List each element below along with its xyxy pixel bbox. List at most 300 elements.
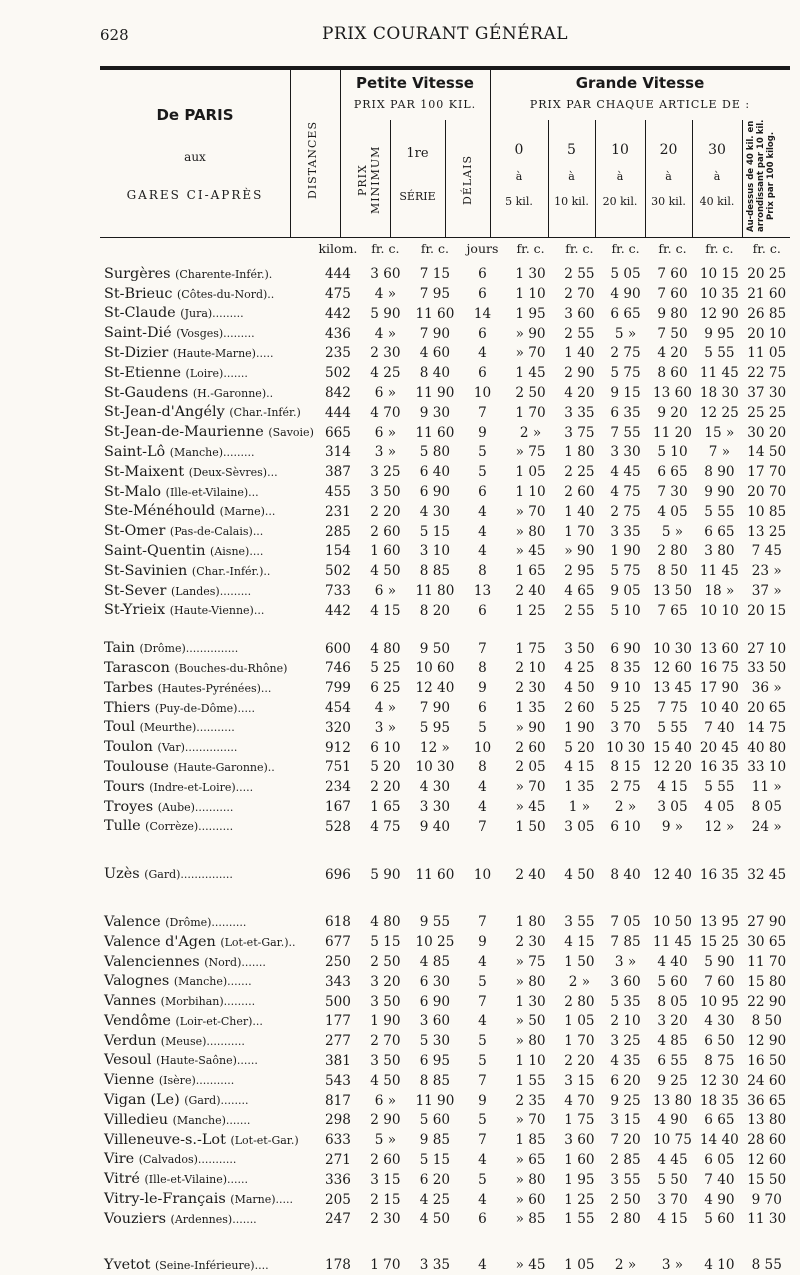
rate-cell: 28 60 — [747, 1132, 787, 1149]
rate-cell: 4 90 — [610, 286, 641, 303]
station-dept: (Char.-Infér.) — [229, 406, 301, 420]
rate-cell: » 70 — [515, 503, 546, 520]
rate-cell: 4 — [478, 1191, 487, 1208]
table-row — [100, 582, 790, 602]
rate-cell: » 65 — [515, 1151, 546, 1168]
rate-cell: 6 65 — [610, 305, 641, 322]
station-town: Tarbes — [104, 679, 154, 696]
rate-cell: 3 55 — [564, 914, 595, 931]
rate-cell: 8 05 — [751, 799, 782, 816]
rate-cell: 6 20 — [419, 1171, 451, 1188]
rate-cell: 3 75 — [564, 424, 595, 441]
rate-cell: 9 80 — [657, 305, 688, 322]
table-row — [100, 992, 790, 1012]
station-name — [100, 933, 314, 953]
station-town: Toulon — [104, 739, 153, 756]
rate-cell: 12 90 — [747, 1033, 787, 1050]
rate-cell: 298 — [324, 1112, 351, 1129]
station-name — [100, 778, 314, 798]
station-dept: (Deux-Sèvres)... — [188, 465, 278, 479]
rate-cell: 10 40 — [699, 700, 739, 717]
station-town: Vitré — [104, 1171, 140, 1188]
rate-cell: 4 25 — [564, 660, 595, 677]
station-name — [100, 1256, 314, 1275]
unit-cell: fr. c. — [705, 241, 734, 256]
rate-cell: 746 — [324, 660, 351, 677]
rate-cell: 842 — [324, 385, 351, 402]
rate-cell: 2 75 — [610, 345, 641, 362]
range-4-a: à — [713, 170, 721, 183]
rate-cell: 4 85 — [657, 1033, 688, 1050]
rate-cell: 3 » — [374, 719, 397, 736]
rate-cell: 4 — [478, 523, 487, 540]
rate-cell: 5 15 — [419, 523, 451, 540]
rate-cell: 4 15 — [370, 602, 401, 619]
rate-cell: 10 25 — [415, 934, 455, 951]
rate-cell: 9 20 — [657, 404, 688, 421]
table-row — [100, 953, 790, 973]
rate-cell: 13 45 — [653, 680, 692, 697]
station-town: Saint-Lô — [104, 443, 166, 460]
rate-cell: 1 35 — [564, 779, 595, 796]
rate-cell: 10 — [473, 866, 492, 883]
station-dept: (Ille-et-Vilaine)...... — [144, 1173, 248, 1187]
rate-cell: 1 80 — [515, 914, 546, 931]
rate-cell: 36 » — [751, 680, 782, 697]
rate-cell: 4 70 — [370, 404, 401, 421]
station-dept: (Bouches-du-Rhône) — [174, 661, 288, 675]
rate-cell: 11 60 — [415, 866, 455, 883]
rate-cell: 3 15 — [610, 1112, 641, 1129]
rate-cell: 2 70 — [564, 286, 595, 303]
rate-cell: 817 — [324, 1092, 351, 1109]
rate-cell: 11 45 — [699, 563, 739, 580]
station-town: Valence d'Agen — [104, 933, 216, 950]
rate-cell: 4 — [478, 543, 487, 560]
table-row — [100, 1131, 790, 1151]
rate-cell: 1 90 — [564, 719, 595, 736]
rate-cell: 7 40 — [704, 719, 735, 736]
station-name — [100, 582, 314, 602]
station-name — [100, 542, 314, 562]
rate-cell: 7 95 — [419, 286, 451, 303]
range-2-to: 20 kil. — [602, 195, 638, 208]
rate-cell: 7 — [478, 914, 487, 931]
rate-cell: 4 — [478, 503, 487, 520]
table-row — [100, 1210, 790, 1230]
station-town: Valognes — [104, 973, 170, 990]
station-name — [100, 679, 314, 699]
station-town: Vitry-le-Français — [104, 1191, 226, 1208]
rate-cell: 13 25 — [747, 523, 787, 540]
table-row — [100, 913, 790, 933]
rate-cell: 618 — [324, 914, 351, 931]
rate-cell: 13 — [473, 583, 492, 600]
unit-cell: fr. c. — [420, 241, 449, 256]
rate-cell: 5 90 — [370, 305, 401, 322]
table-row — [100, 463, 790, 483]
rate-cell: 16 35 — [699, 759, 739, 776]
rate-cell: 1 10 — [515, 484, 546, 501]
rate-cell: 4 50 — [564, 680, 595, 697]
table-row — [100, 798, 790, 818]
station-name — [100, 1051, 314, 1071]
rate-cell: 1 70 — [564, 1033, 595, 1050]
station-name — [100, 344, 314, 364]
rate-cell: 6 10 — [610, 818, 641, 835]
rate-cell: 2 60 — [515, 739, 546, 756]
rate-cell: 314 — [324, 444, 351, 461]
station-dept: (Loir-et-Cher)... — [175, 1014, 263, 1028]
rate-cell: 5 55 — [704, 779, 735, 796]
rate-cell: 20 25 — [747, 266, 787, 283]
station-town: Tarascon — [104, 659, 170, 676]
rate-cell: 6 65 — [657, 464, 688, 481]
table-header — [100, 70, 790, 238]
rate-cell: 455 — [324, 484, 351, 501]
station-name — [100, 992, 314, 1012]
rate-cell: 11 60 — [415, 424, 455, 441]
rate-cell: 33 10 — [747, 759, 787, 776]
station-name — [100, 738, 314, 758]
rate-cell: 6 » — [374, 424, 397, 441]
range-4-to: 40 kil. — [699, 195, 735, 208]
table-row — [100, 265, 790, 285]
rate-cell: 2 75 — [610, 503, 641, 520]
rate-cell: 5 15 — [419, 1151, 451, 1168]
from-title: De PARIS — [156, 106, 234, 124]
rate-cell: 475 — [324, 286, 351, 303]
rate-cell: 1 05 — [515, 464, 546, 481]
station-name — [100, 562, 314, 582]
rate-cell: 15 » — [704, 424, 735, 441]
rate-cell: 9 85 — [419, 1132, 451, 1149]
petite-sub: PRIX PAR 100 KIL. — [353, 98, 477, 111]
station-dept: (Drôme)............... — [139, 642, 239, 656]
rate-cell: 12 60 — [747, 1151, 787, 1168]
rate-cell: 234 — [324, 779, 351, 796]
rate-cell: 1 55 — [515, 1072, 546, 1089]
rate-cell: 4 50 — [370, 1072, 401, 1089]
station-dept: (Gard)........ — [184, 1094, 249, 1108]
rate-cell: 1 70 — [564, 523, 595, 540]
station-name — [100, 1170, 314, 1190]
station-dept: (H.-Garonne).. — [192, 386, 274, 400]
station-name — [100, 522, 314, 542]
rate-cell: 1 05 — [564, 1257, 595, 1274]
rate-cell: 7 — [478, 1072, 487, 1089]
table-row — [100, 933, 790, 953]
station-town: St-Gaudens — [104, 384, 189, 401]
station-name — [100, 659, 314, 679]
rate-cell: 2 50 — [370, 954, 401, 970]
rate-cell: 2 10 — [515, 660, 546, 677]
rate-cell: 1 80 — [564, 444, 595, 461]
station-dept: (Ille-et-Vilaine)... — [165, 485, 259, 499]
rate-cell: 3 35 — [610, 523, 641, 540]
table-row — [100, 384, 790, 404]
table-row — [100, 718, 790, 738]
rate-cell: 502 — [324, 563, 351, 580]
rate-cell: 7 » — [708, 444, 731, 461]
rate-cell: 205 — [324, 1191, 351, 1208]
rate-cell: 5 60 — [419, 1112, 451, 1129]
rate-cell: 4 50 — [564, 866, 595, 883]
rate-cell: » 90 — [515, 719, 546, 736]
grande-vitesse: Grande Vitesse — [575, 74, 705, 92]
rate-cell: 10 30 — [653, 640, 692, 657]
station-dept: (Manche)......... — [169, 445, 255, 459]
table-row — [100, 483, 790, 503]
rate-cell: 3 60 — [564, 305, 595, 322]
rate-cell: 7 05 — [610, 914, 641, 931]
page-title: PRIX COURANT GÉNÉRAL — [321, 24, 569, 44]
rate-cell: 3 15 — [370, 1171, 401, 1188]
table-row — [100, 1032, 790, 1052]
range-3-from: 20 — [659, 142, 678, 158]
rate-cell: 14 75 — [747, 719, 787, 736]
rate-cell: 30 20 — [747, 424, 787, 441]
rate-cell: 677 — [324, 934, 351, 951]
rate-cell: 33 50 — [747, 660, 787, 677]
station-dept: (Drôme).......... — [165, 915, 247, 929]
rate-cell: 6 65 — [704, 523, 735, 540]
rate-cell: 11 70 — [747, 954, 787, 970]
rate-cell: 10 10 — [699, 602, 739, 619]
station-town: Valence — [104, 913, 161, 930]
station-name — [100, 1071, 314, 1091]
rate-cell: 1 90 — [370, 1013, 401, 1030]
rate-cell: 2 40 — [515, 583, 546, 600]
rate-cell: 37 30 — [747, 385, 787, 402]
rate-cell: 2 90 — [370, 1112, 401, 1129]
station-dept: (Hautes-Pyrénées)... — [157, 681, 272, 695]
rate-cell: 7 50 — [657, 325, 688, 342]
rate-cell: 231 — [324, 503, 351, 520]
rate-cell: 1 60 — [564, 1151, 595, 1168]
table-row — [100, 1071, 790, 1091]
prix-minimum-label: PRIX MINIMUM — [356, 145, 382, 215]
rate-cell: » 45 — [515, 543, 546, 560]
station-town: St-Sever — [104, 582, 167, 599]
rate-cell: 2 90 — [564, 365, 595, 382]
rate-cell: 4 20 — [564, 385, 595, 402]
station-town: Tours — [104, 778, 145, 795]
rate-cell: 6 — [478, 484, 487, 501]
rate-cell: 5 55 — [704, 345, 735, 362]
rate-cell: 10 30 — [606, 739, 646, 756]
rate-cell: 13 80 — [653, 1092, 692, 1109]
rate-cell: 5 95 — [419, 719, 451, 736]
station-dept: (Isère)........... — [158, 1074, 235, 1088]
rate-cell: 6 40 — [419, 464, 451, 481]
rate-cell: 13 60 — [699, 640, 739, 657]
station-name — [100, 423, 314, 443]
distances-label: DISTANCES — [306, 121, 319, 199]
petite-vitesse: Petite Vitesse — [356, 74, 474, 92]
rate-cell: 5 35 — [610, 993, 641, 1010]
station-name — [100, 817, 314, 837]
rate-cell: 7 60 — [657, 266, 688, 283]
table-row — [100, 324, 790, 344]
rate-cell: 8 85 — [419, 1072, 451, 1089]
rate-cell: 387 — [324, 464, 351, 481]
station-town: Valenciennes — [104, 953, 200, 970]
rate-cell: 5 — [478, 719, 487, 736]
rate-cell: 6 — [478, 1211, 487, 1228]
table-row — [100, 1170, 790, 1190]
rate-cell: 4 25 — [419, 1191, 451, 1208]
rate-cell: 320 — [324, 719, 351, 736]
table-row — [100, 679, 790, 699]
range-1-a: à — [568, 170, 575, 183]
table-row — [100, 865, 790, 885]
page-number: 628 — [100, 26, 129, 44]
station-town: Verdun — [104, 1032, 157, 1049]
table-row — [100, 562, 790, 582]
unit-cell: fr. c. — [371, 241, 400, 256]
table-row — [100, 639, 790, 659]
station-dept: (Manche)....... — [173, 975, 252, 989]
rate-cell: 2 30 — [515, 680, 546, 697]
rate-cell: 6 05 — [704, 1151, 735, 1168]
rate-cell: 6 — [478, 325, 487, 342]
rate-cell: 3 60 — [564, 1132, 595, 1149]
rate-cell: 3 60 — [419, 1013, 451, 1030]
station-name — [100, 972, 314, 992]
rate-cell: 13 60 — [653, 385, 692, 402]
rate-cell: 9 25 — [657, 1072, 688, 1089]
station-dept: (Meurthe)........... — [139, 721, 235, 735]
rate-cell: 10 95 — [699, 993, 739, 1010]
rate-cell: 9 25 — [610, 1092, 641, 1109]
rate-cell: 2 60 — [370, 523, 401, 540]
station-town: Uzès — [104, 866, 140, 883]
rate-cell: 6 10 — [370, 739, 401, 756]
rate-cell: 2 » — [614, 799, 637, 816]
rate-cell: 4 20 — [657, 345, 688, 362]
station-name — [100, 865, 314, 885]
rate-cell: » 80 — [515, 1033, 546, 1050]
rate-cell: » 90 — [564, 543, 595, 560]
station-name — [100, 1190, 314, 1210]
rate-cell: 5 90 — [370, 866, 401, 883]
station-name — [100, 1012, 314, 1032]
table-row — [100, 403, 790, 423]
rate-cell: 8 50 — [657, 563, 688, 580]
rate-cell: 235 — [324, 345, 351, 362]
rate-cell: 3 05 — [657, 799, 688, 816]
range-1-from: 5 — [567, 142, 576, 158]
rate-cell: 17 90 — [699, 680, 739, 697]
rate-cell: 4 80 — [370, 640, 401, 657]
rate-cell: 600 — [324, 640, 351, 657]
rate-cell: 4 15 — [657, 1211, 688, 1228]
station-name — [100, 1131, 314, 1151]
rate-cell: 4 80 — [370, 914, 401, 931]
station-town: Vannes — [104, 993, 157, 1010]
station-town: St-Jean-d'Angély — [104, 404, 225, 421]
rate-cell: 1 05 — [564, 1013, 595, 1030]
range-0-from: 0 — [514, 142, 524, 158]
rate-cell: 3 05 — [564, 818, 595, 835]
rate-cell: 5 50 — [657, 1171, 688, 1188]
rate-cell: 5 » — [661, 523, 684, 540]
rate-cell: 2 20 — [370, 779, 401, 796]
delais-label: DÉLAIS — [461, 155, 474, 205]
station-name — [100, 403, 314, 423]
rate-cell: 7 — [478, 993, 487, 1010]
rate-cell: 2 50 — [515, 385, 546, 402]
rate-cell: 6 90 — [419, 993, 451, 1010]
rate-cell: 4 — [478, 1257, 487, 1274]
rate-cell: 4 50 — [370, 563, 401, 580]
rate-cell: 5 80 — [419, 444, 451, 461]
station-town: Saint-Dié — [104, 325, 172, 342]
rate-cell: 4 40 — [657, 954, 688, 970]
rate-cell: 9 15 — [610, 385, 641, 402]
rate-cell: 15 50 — [747, 1171, 787, 1188]
rate-cell: 6 90 — [610, 640, 641, 657]
station-name — [100, 384, 314, 404]
rate-cell: 442 — [324, 602, 351, 619]
station-town: Vesoul — [104, 1052, 152, 1069]
rate-cell: 12 30 — [699, 1072, 739, 1089]
rate-cell: 7 — [478, 1132, 487, 1149]
station-dept: (Landes)......... — [170, 584, 252, 598]
table-row — [100, 1012, 790, 1032]
rate-cell: 8 55 — [751, 1257, 782, 1274]
rate-cell: 4 60 — [419, 345, 451, 362]
rate-cell: 7 60 — [657, 286, 688, 303]
rate-cell: 7 90 — [419, 700, 451, 717]
rate-cell: 8 40 — [419, 365, 451, 382]
rate-cell: 5 75 — [610, 563, 641, 580]
rate-cell: 4 65 — [564, 583, 595, 600]
rate-cell: 665 — [324, 424, 351, 441]
rate-cell: 7 75 — [657, 700, 688, 717]
rate-cell: 5 60 — [704, 1211, 735, 1228]
rate-cell: 3 70 — [610, 719, 641, 736]
rate-cell: 12 » — [419, 739, 450, 756]
rate-cell: 4 — [478, 1151, 487, 1168]
over-40-label: Au-dessus de 40 kil. en arrondissant par 10 kil. Prix par 100 kilog. — [746, 119, 776, 233]
station-town: Tulle — [104, 818, 141, 835]
group-spacer — [100, 837, 790, 865]
rate-cell: 4 35 — [610, 1052, 641, 1069]
station-town: St-Malo — [104, 483, 162, 500]
rate-cell: 6 95 — [419, 1052, 451, 1069]
from-mid: aux — [184, 150, 206, 164]
rate-cell: 4 15 — [657, 779, 688, 796]
rate-cell: 11 90 — [415, 385, 455, 402]
rate-cell: 1 50 — [515, 818, 546, 835]
station-dept: (Charente-Infér.). — [175, 267, 273, 281]
rate-cell: 6 20 — [610, 1072, 641, 1089]
station-dept: (Indre-et-Loire)..... — [149, 780, 254, 794]
rate-cell: 5 15 — [370, 934, 401, 951]
station-dept: (Manche)....... — [172, 1113, 251, 1127]
station-town: Saint-Quentin — [104, 542, 206, 559]
station-dept: (Calvados)........... — [138, 1153, 237, 1167]
station-dept: (Lot-et-Gar.).. — [220, 935, 296, 949]
rate-cell: 9 40 — [419, 818, 451, 835]
rate-cell: 178 — [324, 1257, 351, 1274]
rate-cell: 16 35 — [699, 866, 739, 883]
rate-cell: 7 — [478, 818, 487, 835]
table-row — [100, 1150, 790, 1170]
rate-cell: 2 80 — [564, 993, 595, 1010]
